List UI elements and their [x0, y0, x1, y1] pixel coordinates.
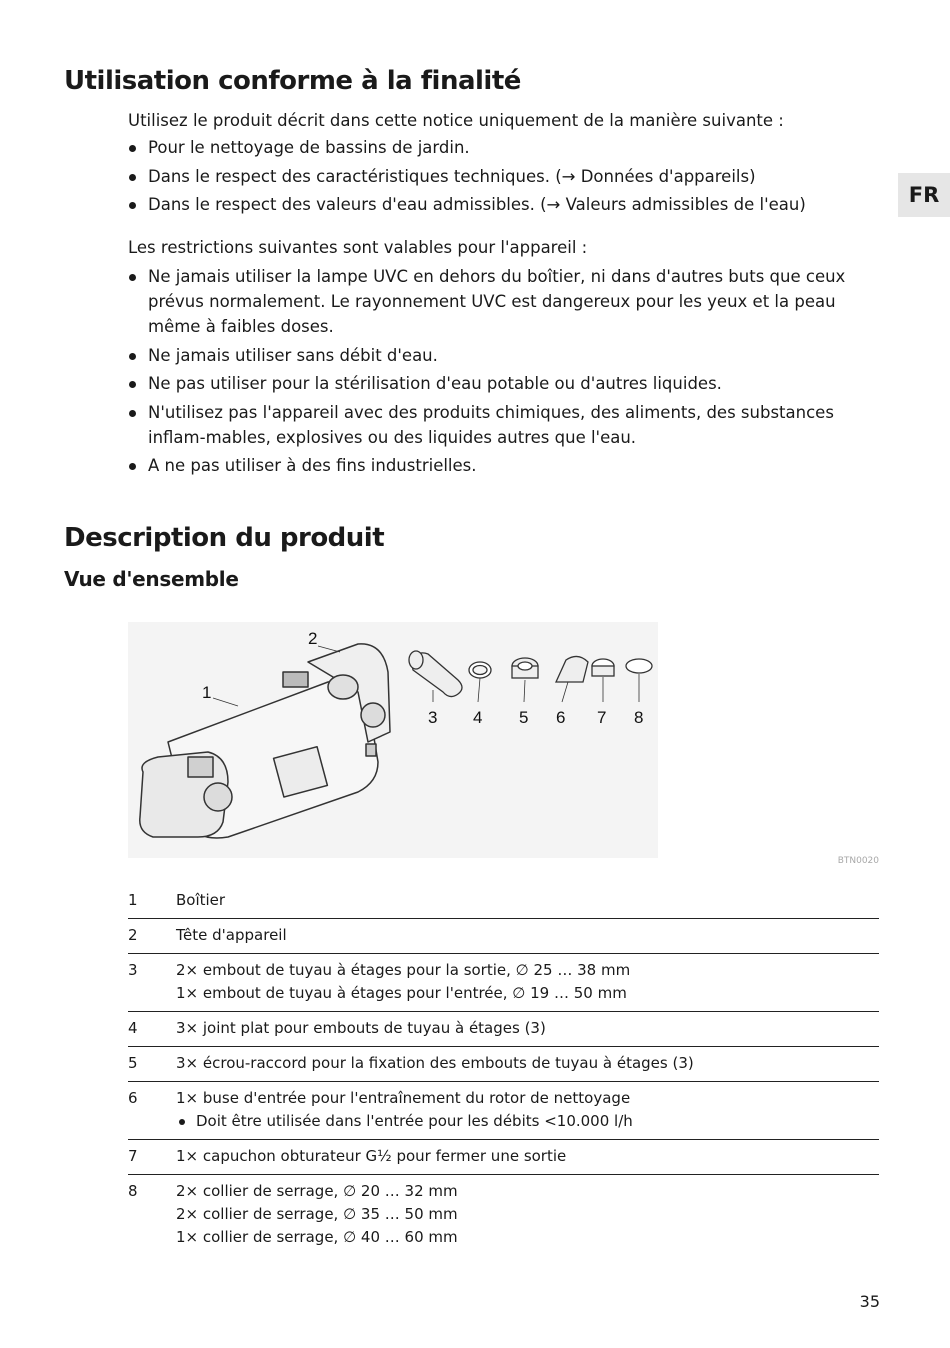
restrictions-list: [128, 264, 850, 482]
figure-label: 4: [473, 708, 483, 727]
table-row: [128, 954, 879, 1012]
part-number: 4: [128, 1019, 138, 1037]
part-number: 1: [128, 891, 138, 909]
part-number: 6: [128, 1089, 138, 1107]
list-item: Ne jamais utiliser la lampe UVC en dehors du boîtier, ni dans d'autres buts que ceux prévus normalement. Le rayonnement UVC est dangereux pour les yeux et la peau même à faibles doses.: [128, 264, 850, 339]
table-row: [128, 1047, 879, 1082]
figure-label: 3: [428, 708, 438, 727]
part-number: 2: [128, 926, 138, 944]
parts-table: [128, 884, 879, 1255]
section-title-intended-use: Utilisation conforme à la finalité: [64, 66, 521, 96]
list-item: Ne jamais utiliser sans débit d'eau.: [128, 343, 850, 368]
figure-label: 1: [202, 683, 212, 702]
page-number: 35: [859, 1292, 880, 1311]
part-description: 2× embout de tuyau à étages pour la sortie, ∅ 25 … 38 mm 1× embout de tuyau à étages pour l'entrée, ∅ 19 … 50 mm: [176, 961, 631, 1002]
part-description: 1× capuchon obturateur G½ pour fermer une sortie: [176, 1147, 567, 1165]
table-row: [128, 1012, 879, 1047]
part-description: 3× écrou-raccord pour la fixation des embouts de tuyau à étages (3): [176, 1054, 694, 1072]
part-number: 8: [128, 1182, 138, 1200]
product-overview-figure: [128, 622, 658, 858]
intended-use-intro: Utilisez le produit décrit dans cette notice uniquement de la manière suivante :: [128, 111, 784, 130]
part-number: 3: [128, 961, 138, 979]
part-description: Boîtier: [176, 891, 226, 909]
list-item: Ne pas utiliser pour la stérilisation d'eau potable ou d'autres liquides.: [128, 371, 850, 396]
figure-label: 7: [597, 708, 607, 727]
part-number: 5: [128, 1054, 138, 1072]
figure-label: 2: [308, 629, 318, 648]
list-item: A ne pas utiliser à des fins industrielles.: [128, 453, 850, 478]
figure-label: 5: [519, 708, 529, 727]
table-row: [128, 919, 879, 954]
figure-code: BTN0020: [837, 856, 879, 866]
part-description: Tête d'appareil: [176, 926, 287, 944]
section-title-product-description: Description du produit: [64, 523, 385, 553]
table-row: [128, 884, 879, 919]
part-description: 3× joint plat pour embouts de tuyau à étages (3): [176, 1019, 546, 1037]
part-number: 7: [128, 1147, 138, 1165]
table-row: [128, 1175, 879, 1256]
table-row: [128, 1082, 879, 1140]
part-description: 1× buse d'entrée pour l'entraînement du rotor de nettoyage Doit être utilisée dans l'entrée pour les débits <10.000 l/h: [176, 1082, 879, 1140]
intended-use-list: [128, 135, 868, 221]
list-item: Dans le respect des caractéristiques techniques. (→ Données d'appareils): [128, 164, 868, 189]
language-tab: FR: [898, 173, 950, 217]
table-row: [128, 1140, 879, 1175]
subsection-title-overview: Vue d'ensemble: [64, 567, 239, 591]
figure-label: 8: [634, 708, 644, 727]
part-note: Doit être utilisée dans l'entrée pour les débits <10.000 l/h: [176, 1110, 879, 1133]
list-item: Pour le nettoyage de bassins de jardin.: [128, 135, 868, 160]
list-item: Dans le respect des valeurs d'eau admissibles. (→ Valeurs admissibles de l'eau): [128, 192, 868, 217]
part-description: 2× collier de serrage, ∅ 20 … 32 mm 2× collier de serrage, ∅ 35 … 50 mm 1× collier de serrage, ∅ 40 … 60 mm: [176, 1182, 458, 1246]
figure-label: 6: [556, 708, 566, 727]
restrictions-intro: Les restrictions suivantes sont valables pour l'appareil :: [128, 238, 588, 257]
list-item: N'utilisez pas l'appareil avec des produits chimiques, des aliments, des substances inflam-mables, explosives ou des liquides autres que l'eau.: [128, 400, 850, 450]
